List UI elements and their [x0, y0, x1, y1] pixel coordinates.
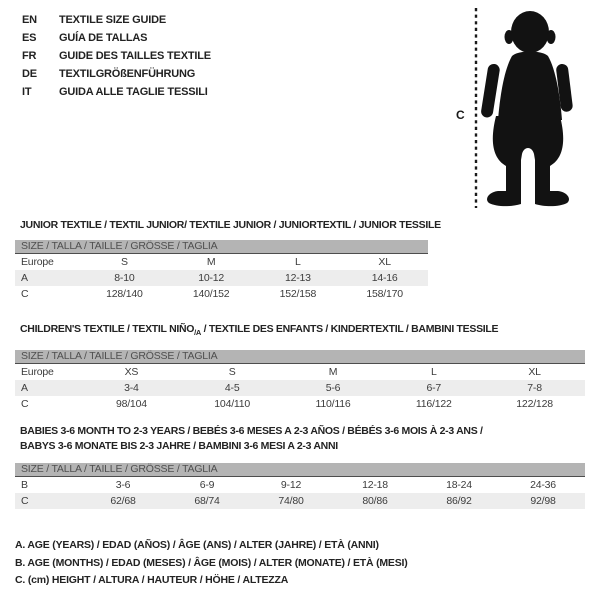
table-row [15, 380, 585, 396]
cell: 62/68 [110, 495, 136, 507]
lang-code: EN [22, 14, 37, 26]
cell: 104/110 [214, 398, 251, 410]
row-label: C [21, 288, 29, 300]
cell: M [206, 256, 216, 268]
junior-table [15, 240, 428, 302]
title-subscript: /A [194, 328, 202, 338]
title-line: BABIES 3-6 MONTH TO 2-3 YEARS / BEBÉS 3-6 MESES A 2-3 AÑOS / BÉBÉS 3-6 MOIS À 2-3 ANS / [20, 425, 483, 437]
size-header-bar: SIZE / TALLA / TAILLE / GRÖSSE / TAGLIA [15, 463, 585, 477]
language-title-list [22, 11, 211, 101]
row-label: Europe [21, 366, 54, 378]
title-part: CHILDREN'S TEXTILE / TEXTIL NIÑO [20, 323, 195, 335]
cell: 14-16 [371, 272, 398, 284]
size-header-bar: SIZE / TALLA / TAILLE / GRÖSSE / TAGLIA [15, 350, 585, 364]
cell: L [295, 256, 301, 268]
junior-table-title: JUNIOR TEXTILE / TEXTIL JUNIOR/ TEXTILE JUNIOR / JUNIORTEXTIL / JUNIOR TESSILE [20, 219, 441, 231]
lang-code: IT [22, 86, 32, 98]
cell: L [430, 366, 437, 378]
lang-row-de [22, 65, 211, 83]
row-label: C [21, 495, 29, 507]
cell: 3-4 [124, 382, 139, 394]
lang-code: ES [22, 32, 37, 44]
cell: 116/122 [415, 398, 452, 410]
cell: 140/152 [192, 288, 230, 300]
lang-row-fr [22, 47, 211, 65]
lang-title: TEXTILGRÖßENFÜHRUNG [59, 68, 196, 80]
size-header-bar: SIZE / TALLA / TAILLE / GRÖSSE / TAGLIA [15, 240, 428, 254]
cell: 6-9 [199, 479, 215, 491]
cell: S [120, 256, 128, 268]
cell: 98/104 [115, 398, 147, 410]
cell: 152/158 [279, 288, 317, 300]
cell: 74/80 [278, 495, 304, 507]
title-part: / TEXTILE DES ENFANTS / KINDERTEXTIL / BAMBINI TESSILE [201, 323, 499, 335]
cell: 158/170 [366, 288, 403, 300]
cell: 3-6 [115, 479, 131, 491]
height-measure-dashed-line [473, 8, 479, 208]
cell: 4-5 [224, 382, 240, 394]
table-row [15, 396, 585, 412]
cell: 122/128 [516, 398, 553, 410]
height-measure-label: C [456, 108, 465, 122]
cell: 6-7 [426, 382, 442, 394]
cell: 5-6 [325, 382, 341, 394]
cell: S [228, 366, 236, 378]
table-row [15, 254, 428, 270]
cell: 12-13 [284, 272, 311, 284]
babies-table-title [20, 424, 483, 454]
children-table [15, 350, 585, 412]
row-label: C [21, 398, 29, 410]
children-table-title [20, 322, 498, 340]
cell: M [328, 366, 338, 378]
cell: 68/74 [194, 495, 220, 507]
cell: 92/98 [530, 495, 556, 507]
cell: 9-12 [280, 479, 302, 491]
lang-title: TEXTILE SIZE GUIDE [59, 14, 167, 26]
cell: 128/140 [106, 288, 143, 300]
cell: 10-12 [198, 272, 225, 284]
lang-row-en [22, 11, 211, 29]
table-row [15, 477, 585, 493]
cell: 86/92 [446, 495, 472, 507]
cell: 7-8 [527, 382, 542, 394]
cell: XS [124, 366, 139, 378]
cell: 24-36 [530, 479, 556, 491]
lang-code: DE [22, 68, 37, 80]
row-label: B [21, 479, 28, 491]
legend-line-b: B. AGE (MONTHS) / EDAD (MESES) / ÂGE (MOIS) / ALTER (MONATE) / ETÀ (MESI) [15, 556, 408, 569]
title-line: BABYS 3-6 MONATE BIS 2-3 JAHRE / BAMBINI 3-6 MESI A 2-3 ANNI [20, 440, 338, 452]
lang-row-es [22, 29, 211, 47]
cell: 12-18 [362, 479, 388, 491]
row-label: A [21, 382, 28, 394]
lang-title: GUÍA DE TALLAS [59, 32, 148, 44]
row-label: Europe [21, 256, 54, 268]
cell: XL [378, 256, 391, 268]
lang-row-it [22, 83, 211, 101]
table-row [15, 286, 428, 302]
babies-table [15, 463, 585, 509]
lang-title: GUIDA ALLE TAGLIE TESSILI [59, 86, 208, 98]
legend-line-a: A. AGE (YEARS) / EDAD (AÑOS) / ÂGE (ANS) / ALTER (JAHRE) / ETÀ (ANNI) [15, 539, 379, 551]
row-label: A [21, 272, 28, 284]
legend-line-c: C. (cm) HEIGHT / ALTURA / HAUTEUR / HÖHE / ALTEZZA [15, 574, 289, 586]
cell: XL [528, 366, 541, 378]
cell: 18-24 [446, 479, 472, 491]
cell: 110/116 [315, 398, 351, 410]
baby-silhouette-icon [480, 8, 596, 208]
table-row [15, 493, 585, 509]
table-row [15, 364, 585, 380]
table-row [15, 270, 428, 286]
cell: 80/86 [362, 495, 388, 507]
cell: 8-10 [114, 272, 135, 284]
legend [15, 537, 408, 590]
lang-title: GUIDE DES TAILLES TEXTILE [59, 50, 211, 62]
lang-code: FR [22, 50, 37, 62]
